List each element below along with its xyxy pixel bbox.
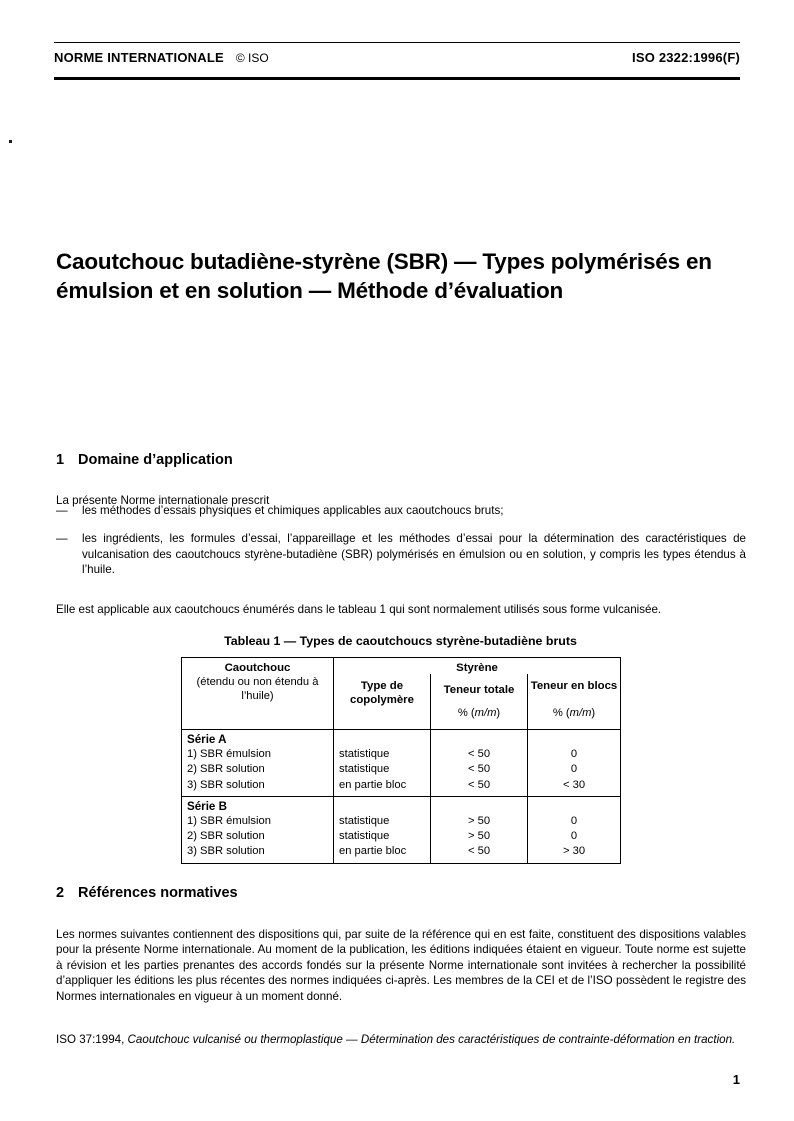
unit-prefix-3: % (	[457, 707, 475, 719]
clause-1-title: Domaine d’application	[78, 452, 233, 468]
clause-1-closing: Elle est applicable aux caoutchoucs énumérés dans le tableau 1 qui sont normalement utilisés sous forme vulcanisée.	[56, 602, 662, 616]
row-b1-block: 0	[570, 815, 578, 828]
row-a2-block: 0	[570, 763, 578, 776]
group-b-label: Série B	[187, 799, 227, 813]
group-b-block-cell	[528, 796, 621, 863]
clause-2-heading	[56, 885, 238, 901]
unit-prefix-4: % (	[552, 707, 570, 719]
clause-1-number: 1	[56, 452, 65, 468]
th-styrene-group: Styrène	[334, 658, 621, 675]
table-group-serie-b	[182, 796, 621, 863]
document-title: Caoutchouc butadiène-styrène (SBR) — Types polymérisés en émulsion et en solution — Méthode d’évaluation	[56, 249, 712, 304]
table-header-row-1	[182, 658, 621, 675]
normative-reference-iso37	[56, 1032, 746, 1048]
row-a1-total: < 50	[467, 748, 491, 761]
row-b3-block: > 30	[562, 845, 586, 858]
row-b3-rubber: 3) SBR solution	[187, 845, 265, 858]
row-a3-rubber: 3) SBR solution	[187, 778, 265, 791]
th-unit-blank	[182, 707, 334, 730]
reference-designation: ISO 37:1994,	[56, 1032, 128, 1046]
row-a2-rubber: 2) SBR solution	[187, 763, 265, 776]
row-a3-total: < 50	[467, 778, 491, 791]
header-left	[54, 50, 269, 65]
unit-mm-4: m/m	[569, 707, 592, 719]
th-type-copolymere: Type de copolymère	[334, 674, 431, 707]
header-standard-ref: ISO 2322:1996(F)	[632, 50, 740, 65]
header-rule-top	[54, 42, 740, 43]
group-a-total-cell	[431, 730, 528, 797]
group-a-copolymer-cell	[334, 730, 431, 797]
clause-1-heading	[56, 452, 233, 468]
row-b3-copolymer: en partie bloc	[339, 845, 407, 858]
group-a-block-cell	[528, 730, 621, 797]
row-a1-rubber: 1) SBR émulsion	[187, 748, 271, 761]
clause-2-paragraph: Les normes suivantes contiennent des dispositions qui, par suite de la référence qui en est faite, constituent des dispositions valables pour la présente Norme internationale. Au moment de la publication, les éditions indiquées étaient en vigueur. Toute norme est sujette à révision et les parties prenantes des accords fondés sur la présente Norme internationale sont invitées à rechercher la possibilité d’appliquer les éditions les plus récentes des normes indiquées ci-après. Les membres de la CEI et de l’ISO possèdent le registre des Normes internationales en vigueur à un moment donné.	[56, 927, 746, 1003]
row-a1-block: 0	[570, 748, 578, 761]
clause-1-list-item-1	[56, 503, 746, 519]
clause-2-title: Références normatives	[78, 885, 238, 901]
th-unit-blank-2	[334, 707, 431, 730]
unit-suffix-3: )	[496, 707, 501, 719]
clause-2-number: 2	[56, 885, 65, 901]
row-b2-block: 0	[570, 830, 578, 843]
group-a-rubber-cell	[182, 730, 334, 797]
list-item-1-text: les méthodes d’essais physiques et chimiques applicables aux caoutchoucs bruts;	[82, 504, 504, 517]
header-rule-bottom	[54, 77, 740, 80]
header-copyright-iso: © ISO	[235, 51, 269, 65]
th-caoutchouc: Caoutchouc	[182, 658, 334, 675]
row-b1-rubber: 1) SBR émulsion	[187, 815, 271, 828]
group-b-copolymer-cell	[334, 796, 431, 863]
list-item-2-text: les ingrédients, les formules d’essai, l’appareillage et les méthodes d’essai pour la détermination des caractéristiques de vulcanisation des caoutchoucs styrène-butadiène (SBR) polymérisés en émulsion ou en solution, y compris les types étendus à l’huile.	[82, 532, 746, 576]
row-b1-copolymer: statistique	[339, 815, 390, 828]
th-unit-teneur-totale	[431, 707, 528, 730]
row-b2-total: > 50	[467, 830, 491, 843]
row-a2-copolymer: statistique	[339, 763, 390, 776]
table-1	[181, 657, 621, 864]
row-a1-copolymer: statistique	[339, 748, 390, 761]
th-unit-teneur-blocs	[528, 707, 621, 730]
row-b2-copolymer: statistique	[339, 830, 390, 843]
table-header-row-2	[182, 674, 621, 707]
th-caoutchouc-sub: (étendu ou non étendu à l’huile)	[182, 674, 334, 707]
row-a3-block: < 30	[562, 778, 586, 791]
list-dash-1: —	[56, 504, 68, 517]
row-b2-rubber: 2) SBR solution	[187, 830, 265, 843]
unit-mm-3: m/m	[474, 707, 497, 719]
table-1-caption: Tableau 1 — Types de caoutchoucs styrène-butadiène bruts	[224, 634, 577, 648]
clause-1-intro: La présente Norme internationale prescrit	[56, 493, 270, 507]
row-b3-total: < 50	[467, 845, 491, 858]
row-a2-total: < 50	[467, 763, 491, 776]
scan-artifact-speck	[9, 140, 12, 143]
th-teneur-totale: Teneur totale	[431, 674, 528, 707]
th-teneur-blocs: Teneur en blocs	[528, 674, 621, 707]
group-b-total-cell	[431, 796, 528, 863]
page-number: 1	[732, 1072, 740, 1087]
group-b-rubber-cell	[182, 796, 334, 863]
group-a-label: Série A	[187, 733, 227, 746]
reference-title: Caoutchouc vulcanisé ou thermoplastique — Détermination des caractéristiques de contrainte-déformation en traction.	[127, 1032, 736, 1046]
unit-suffix-4: )	[591, 707, 596, 719]
header-norme-label: NORME INTERNATIONALE	[54, 50, 224, 65]
table-header-row-3	[182, 707, 621, 730]
row-a3-copolymer: en partie bloc	[339, 778, 407, 791]
row-b1-total: > 50	[467, 815, 491, 828]
clause-1-list-item-2	[56, 531, 746, 578]
list-dash-2: —	[56, 532, 68, 545]
table-group-serie-a	[182, 730, 621, 797]
